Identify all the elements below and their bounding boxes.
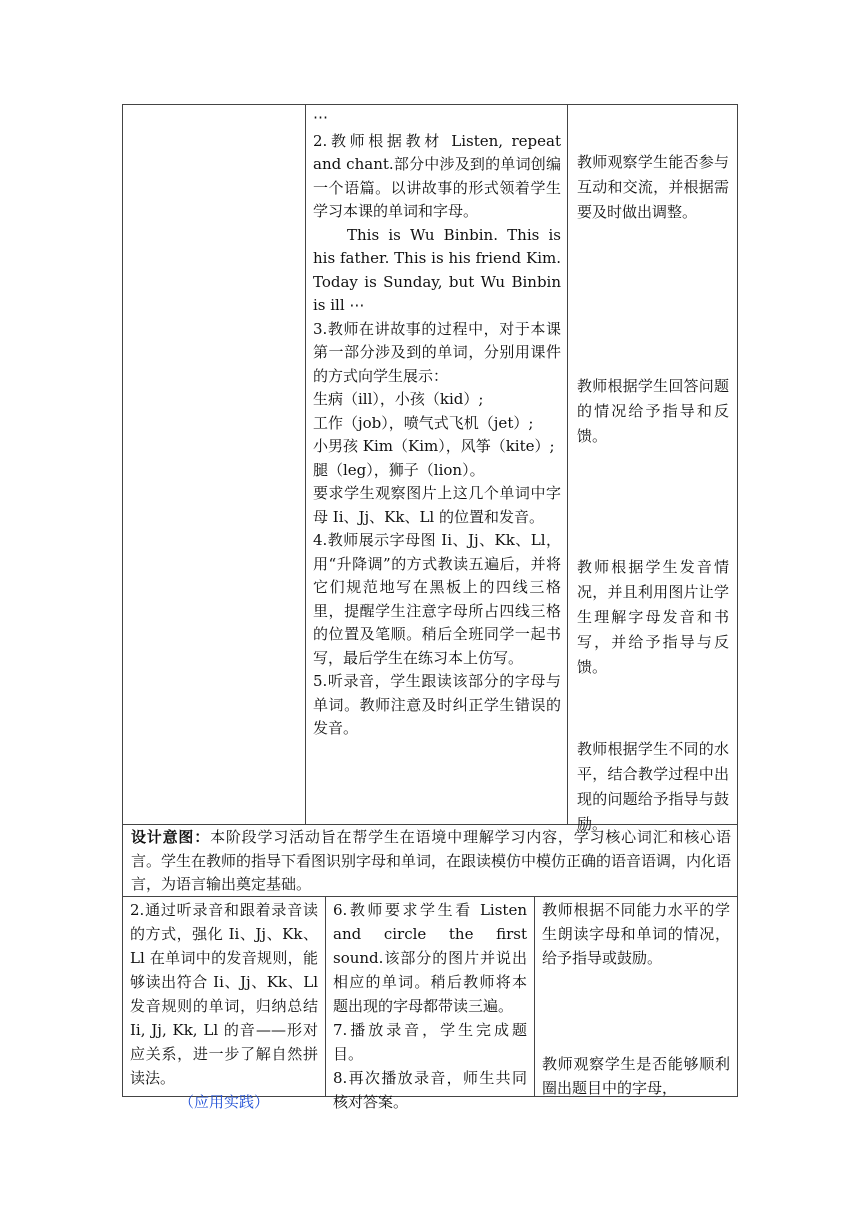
table-top-border bbox=[122, 104, 738, 105]
bottom-col-divider-1 bbox=[325, 896, 326, 1097]
activity-cell bbox=[313, 106, 561, 741]
ellipsis-text: ⋯ bbox=[313, 108, 328, 126]
step6-text: 6.教师要求学生看 Listen and circle the first sound.该部分的图片并说出相应的单词。稍后教师将本题出现的字母都带读三遍。 bbox=[333, 901, 527, 1015]
words-line: 工作（job），喷气式飞机（jet）; bbox=[313, 413, 534, 432]
top-col-divider-2 bbox=[567, 104, 568, 824]
words-line: 生病（ill），小孩（kid）; bbox=[313, 390, 484, 408]
assessment-2: 教师根据学生回答问题的情况给予指导和反馈。 bbox=[577, 377, 729, 445]
bottom-col-divider-2 bbox=[534, 896, 535, 1097]
step3-intro: 3.教师在讲故事的过程中，对于本课第一部分涉及到的单词，分别用课件的方式向学生展示： bbox=[313, 319, 561, 385]
design-intent-text: 本阶段学习活动旨在帮学生在语境中理解学习内容，学习核心词汇和核心语言。学生在教师的指导下看图识别字母和单词，在跟读模仿中模仿正确的语音语调，内化语言，为语言输出奠定基础。 bbox=[131, 828, 732, 893]
table-left-border bbox=[122, 104, 123, 1097]
assessment-4: 教师根据学生不同的水平，结合教学过程中出现的问题给予指导与鼓励。 bbox=[577, 740, 729, 833]
bottom-assessment-2: 教师观察学生是否能够顺利圈出题目中的字母， bbox=[542, 1055, 730, 1097]
assessment-1: 教师观察学生能否参与互动和交流，并根据需要及时做出调整。 bbox=[577, 153, 729, 221]
words-line: 腿（leg），狮子（lion）。 bbox=[313, 460, 485, 479]
step5-text: 5.听录音，学生跟读该部分的字母与单词。教师注意及时纠正学生错误的发音。 bbox=[313, 672, 561, 737]
table-right-border bbox=[737, 104, 738, 1097]
step8-text: 8.再次播放录音，师生共同核对答案。 bbox=[333, 1069, 527, 1111]
step7-text: 7.播放录音，学生完成题目。 bbox=[333, 1021, 527, 1063]
top-col-divider-1 bbox=[305, 104, 306, 824]
objective-cell bbox=[130, 898, 318, 1114]
design-intent-label: 设计意图： bbox=[131, 828, 211, 846]
step4-text: 4.教师展示字母图 Ii、Jj、Kk、Ll，用“升降调”的方式教读五遍后，并将它们规范地写在黑板上的四线三格里，提醒学生注意字母所占四线三格的位置及笔顺。稍后全班同学一起书写，最后学生在练习本上仿写。 bbox=[313, 531, 561, 667]
story-text: This is Wu Binbin. This is his father. This is his friend Kim. Today is Sunday, but Wu Binbin is ill ⋯ bbox=[313, 225, 561, 314]
objective-text: 2.通过听录音和跟着录音读的方式，强化 Ii、Jj、Kk、Ll 在单词中的发音规则，能够读出符合 Ii、Jj、Kk、Ll 发音规则的单词，归纳总结 Ii, Jj, Kk, Ll 的音——形对应关系，进一步了解自然拼读法。 bbox=[130, 901, 318, 1087]
procedure-cell bbox=[333, 898, 527, 1114]
step3-requirement: 要求学生观察图片上这几个单词中字母 Ii、Jj、Kk、Ll 的位置和发音。 bbox=[313, 484, 561, 526]
words-line: 小男孩 Kim（Kim），风筝（kite）; bbox=[313, 437, 555, 455]
design-intent bbox=[131, 826, 731, 897]
assessment-3: 教师根据学生发音情况，并且利用图片让学生理解字母发音和书写，并给予指导与反馈。 bbox=[577, 558, 729, 676]
objective-tag: （应用实践） bbox=[178, 1093, 269, 1111]
bottom-assessment-1: 教师根据不同能力水平的学生朗读字母和单词的情况，给予指导或鼓励。 bbox=[542, 901, 730, 967]
step2-intro: 2.教师根据教材 Listen, repeat and chant.部分中涉及到的单词创编一个语篇。以讲故事的形式领着学生学习本课的单词和字母。 bbox=[313, 131, 561, 220]
